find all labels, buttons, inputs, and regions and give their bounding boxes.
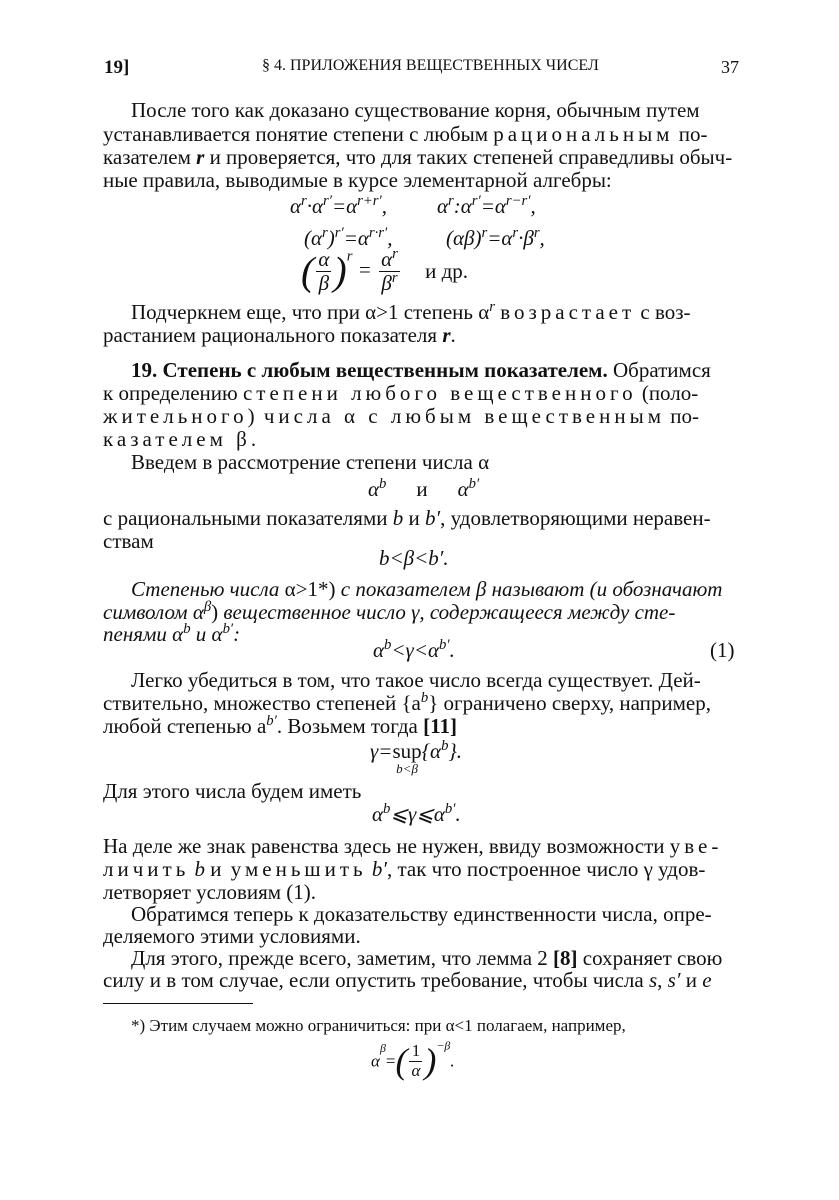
definition-line-2: символом $\alpha^\beta$) вещественное число γ, содержащееся между сте- bbox=[103, 598, 676, 624]
intro-line-2: устанавливается понятие степени с любым рациональным по- bbox=[103, 122, 708, 146]
formula-bounds: $\alpha^b⩽\gamma⩽\alpha^{b'}$. bbox=[372, 800, 461, 826]
rule-product-power: $(\alpha\beta)^r=\alpha^r\cdot\beta^r$, bbox=[446, 224, 545, 250]
rule-quotient: $\alpha^r:\alpha^{r'}=\alpha^{r-r'}$, bbox=[437, 192, 536, 218]
definition-line-3: пенями $\alpha^b$ и $\alpha^{b'}$: bbox=[103, 620, 241, 646]
footnote-rule bbox=[103, 1003, 253, 1004]
section-19-line-3: жительного) числа α с любым вещественным по- bbox=[103, 404, 699, 428]
section-19-line-4: казателем β. bbox=[103, 427, 257, 451]
proof-line-3: любой степенью $a^{b'}$. Возьмем тогда [11] bbox=[103, 712, 457, 738]
proof-line-6: личить b и уменьшить b′, так что построенное число γ удов- bbox=[103, 857, 706, 881]
note-line-1: Подчеркнем еще, что при α>1 степень $\alpha^r$ возрастает с воз- bbox=[131, 298, 691, 324]
proof-line-1: Легко убедиться в том, что такое число всегда существует. Дей- bbox=[131, 668, 701, 692]
intro-line-1: После того как доказано существование корня, обычным путем bbox=[131, 98, 700, 122]
section-19-heading: 19. Степень с любым вещественным показателем. bbox=[131, 358, 608, 382]
section-19-line-1: 19. Степень с любым вещественным показателем. Обратимся bbox=[131, 358, 711, 382]
running-title: § 4. ПРИЛОЖЕНИЯ ВЕЩЕСТВЕННЫХ ЧИСЕЛ bbox=[262, 57, 599, 74]
section-19-line-5: Введем в рассмотрение степени числа α bbox=[131, 450, 490, 474]
uniqueness-line-2: деляемого этими условиями. bbox=[103, 924, 361, 948]
rule-power-of-power: $(\alpha^r)^{r'}=\alpha^{r\cdot r'}$, bbox=[304, 224, 393, 250]
footnote-formula: $\alpha^\beta=$( $\frac{1}{\alpha}$ )$^{-\beta}$. bbox=[371, 1038, 455, 1082]
formula-inequality: b<β<b′. bbox=[379, 546, 449, 570]
intro-line-3: казателем r и проверяется, что для таких степеней справедливы обыч- bbox=[103, 145, 733, 169]
note-line-2: растанием рационального показателя r. bbox=[103, 323, 456, 347]
section-mark: 19] bbox=[104, 57, 130, 78]
definition-line-1: Степенью числа α>1*) с показателем β называют (и обозначают bbox=[131, 577, 723, 601]
rule-product: $\alpha^r\cdot\alpha^{r'}=\alpha^{r+r'}$, bbox=[290, 192, 387, 218]
proof-line-7: летворяет условиям (1). bbox=[103, 880, 317, 904]
uniqueness-line-3: Для этого, прежде всего, заметим, что лемма 2 [8] сохраняет свою bbox=[131, 946, 723, 970]
formula-1: $\alpha^b<\gamma<\alpha^{b'}$. bbox=[373, 636, 455, 662]
proof-line-5: На деле же знак равенства здесь не нужен, ввиду возможности уве- bbox=[103, 834, 723, 858]
uniqueness-line-4: силу и в том случае, если опустить требование, чтобы числа s, s′ и e bbox=[103, 968, 712, 992]
formula-sup: γ=sup b<β $\{\alpha^b\}$. bbox=[370, 737, 463, 776]
formula-powers: $\alpha^b$ и $\alpha^{b'}$ bbox=[368, 475, 480, 501]
section-19-line-7: ствам bbox=[103, 529, 154, 553]
proof-line-4: Для этого числа будем иметь bbox=[103, 779, 362, 803]
intro-line-4: ные правила, выводимые в курсе элементарной алгебры: bbox=[103, 168, 612, 192]
uniqueness-line-1: Обратимся теперь к доказательству единственности числа, опре- bbox=[131, 902, 712, 926]
equation-number-1: (1) bbox=[710, 638, 735, 662]
footnote-line-1: *) Этим случаем можно ограничиться: при α<1 полагаем, например, bbox=[131, 1016, 626, 1035]
page-number: 37 bbox=[721, 57, 739, 77]
rule-fraction-power: ( $\frac{\alpha}{\beta}$ )$^r$ = $\frac{\alpha^r}{\beta^r}$ и др. bbox=[301, 245, 469, 296]
proof-line-2: ствительно, множество степеней $\{a^b\}$ ограничено сверху, например, bbox=[103, 689, 711, 715]
section-19-line-2: к определению степени любого вещественного (поло- bbox=[103, 381, 699, 405]
section-19-line-6: с рациональными показателями b и b′, удовлетворяющими неравен- bbox=[103, 506, 711, 530]
